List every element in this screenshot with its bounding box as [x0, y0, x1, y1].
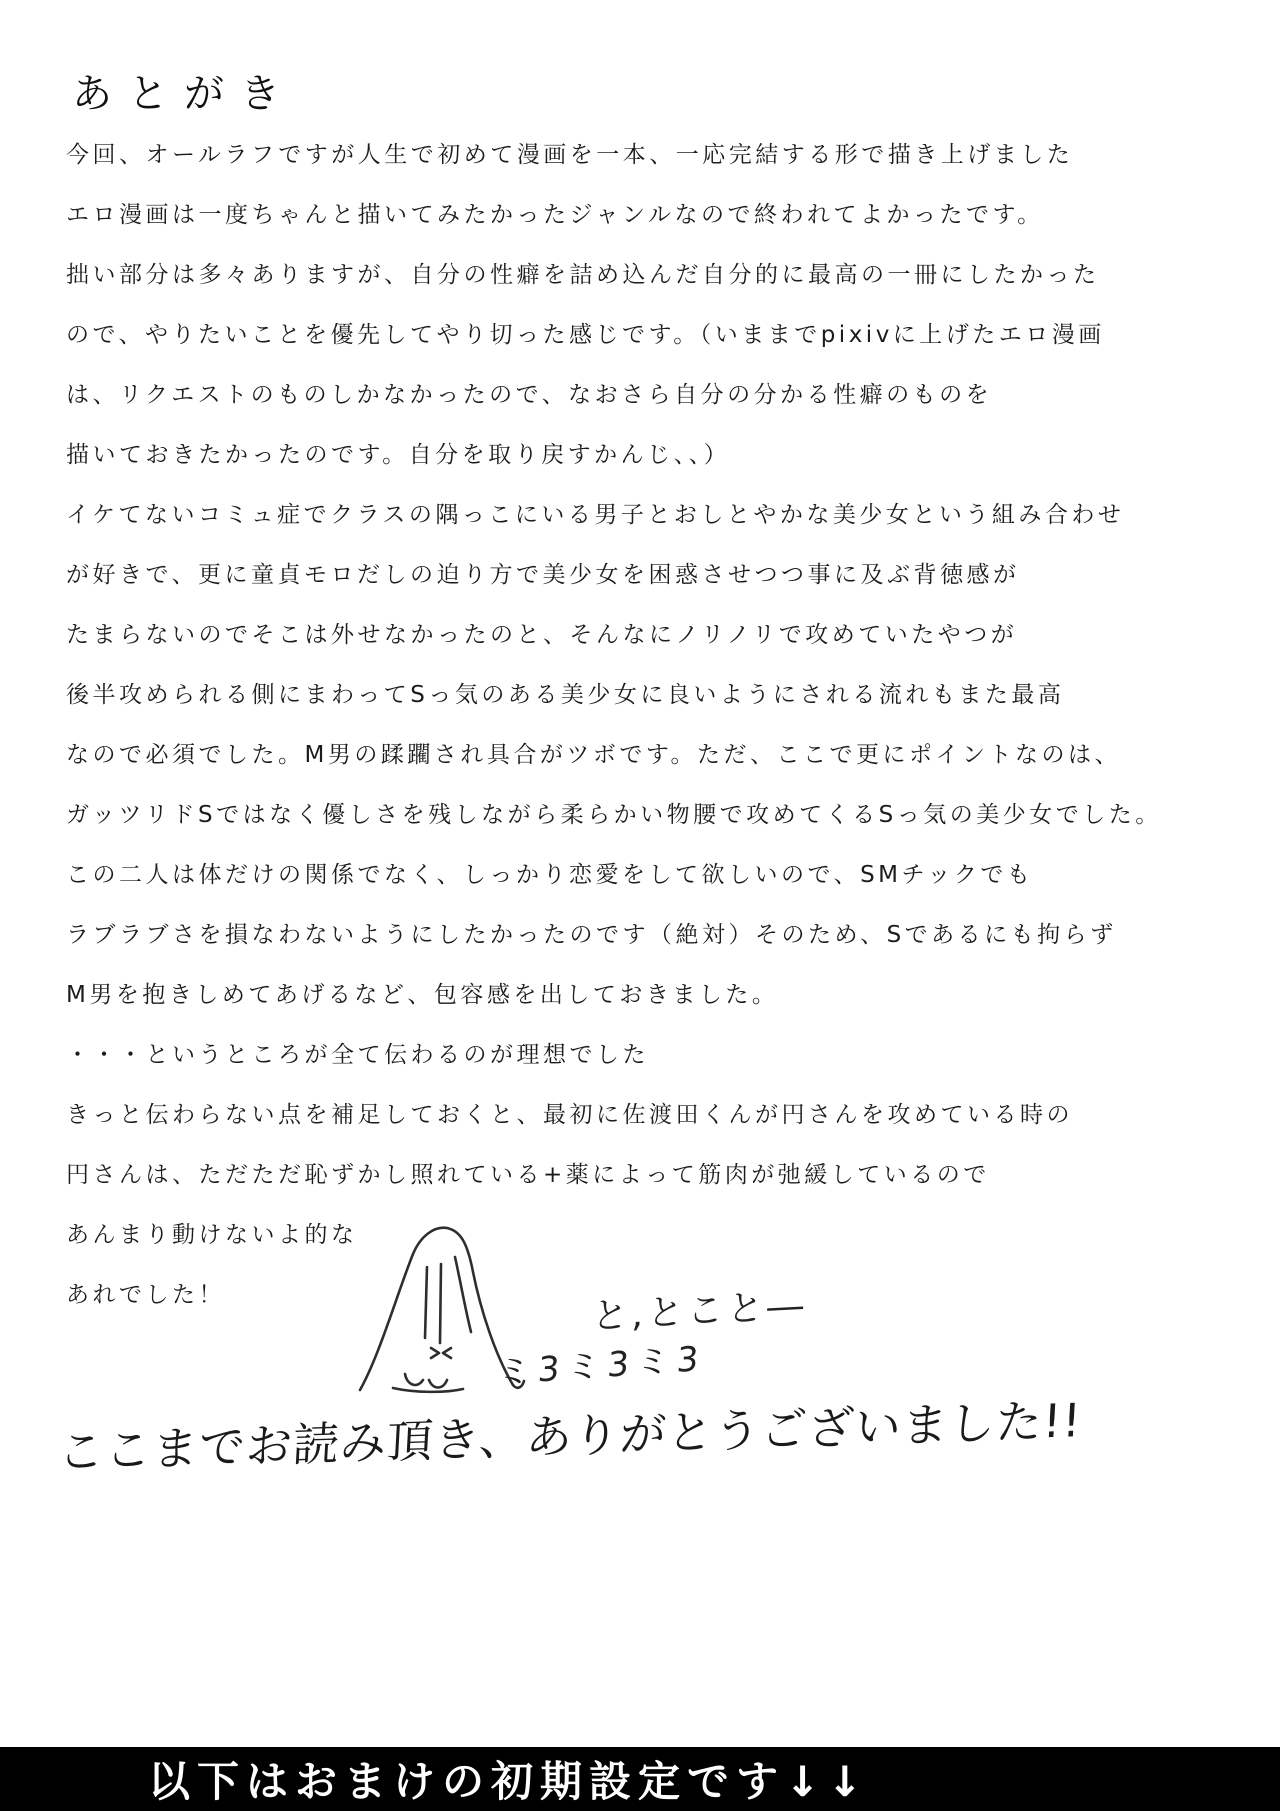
- body-line: 描いておきたかったのです。自分を取り戻すかんじ、、）: [66, 442, 731, 468]
- body-line: が好きで、更に童貞モロだしの迫り方で美少女を困惑させつつ事に及ぶ背徳感が: [66, 562, 1020, 588]
- thanks-message: ここまでお読み頂き、ありがとうございました!!: [56, 1392, 1084, 1480]
- body-line: M男を抱きしめてあげるなど、包容感を出しておきました。: [66, 982, 779, 1008]
- body-line: ので、やりたいことを優先してやり切った感じです。（いままでpixivに上げたエロ漫画: [66, 322, 1105, 348]
- body-line: たまらないのでそこは外せなかったのと、そんなにノリノリで攻めていたやつが: [66, 622, 1018, 648]
- body-line: あれでした！: [66, 1282, 225, 1308]
- body-line: 今回、オールラフですが人生で初めて漫画を一本、一応完結する形で描き上げました: [66, 142, 1074, 168]
- afterword-body: [66, 138, 1250, 1338]
- body-line: 後半攻められる側にまわってSっ気のある美少女に良いようにされる流れもまた最高: [66, 682, 1065, 708]
- running-sfx-text: と,とこと―: [590, 1285, 809, 1338]
- body-line: この二人は体だけの関係でなく、しっかり恋愛をして欲しいので、SMチックでも: [66, 862, 1034, 888]
- body-line: ラブラブさを損なわないようにしたかったのです（絶対）そのため、Sであるにも拘らず: [66, 922, 1117, 948]
- body-line: ガッツリドSではなく優しさを残しながら柔らかい物腰で攻めてくるSっ気の美少女でした。: [66, 802, 1162, 828]
- dash-sfx-text: ミ3ミ3ミ3: [495, 1338, 707, 1394]
- body-line: エロ漫画は一度ちゃんと描いてみたかったジャンルなので終われてよかったです。: [66, 202, 1044, 228]
- body-line: 円さんは、ただただ恥ずかし照れている+薬によって筋肉が弛緩しているので: [66, 1162, 990, 1188]
- body-line: きっと伝わらない点を補足しておくと、最初に佐渡田くんが円さんを攻めている時の: [66, 1102, 1073, 1128]
- body-line: 拙い部分は多々ありますが、自分の性癖を詰め込んだ自分的に最高の一冊にしたかった: [66, 262, 1100, 288]
- body-line: ・・・というところが全て伝わるのが理想でした: [66, 1042, 649, 1068]
- footer-banner: [0, 1747, 1280, 1811]
- footer-text: 以下はおまけの初期設定です↓↓: [148, 1757, 870, 1806]
- body-line: イケてないコミュ症でクラスの隅っこにいる男子とおしとやかな美少女という組み合わせ: [66, 502, 1125, 528]
- body-line: は、リクエストのものしかなかったので、なおさら自分の分かる性癖のものを: [66, 382, 993, 408]
- page-title: あとがき: [72, 71, 296, 117]
- body-line: あんまり動けないよ的な: [66, 1222, 358, 1248]
- body-line: なので必須でした。M男の蹂躙され具合がツボです。ただ、ここで更にポイントなのは、: [66, 742, 1122, 768]
